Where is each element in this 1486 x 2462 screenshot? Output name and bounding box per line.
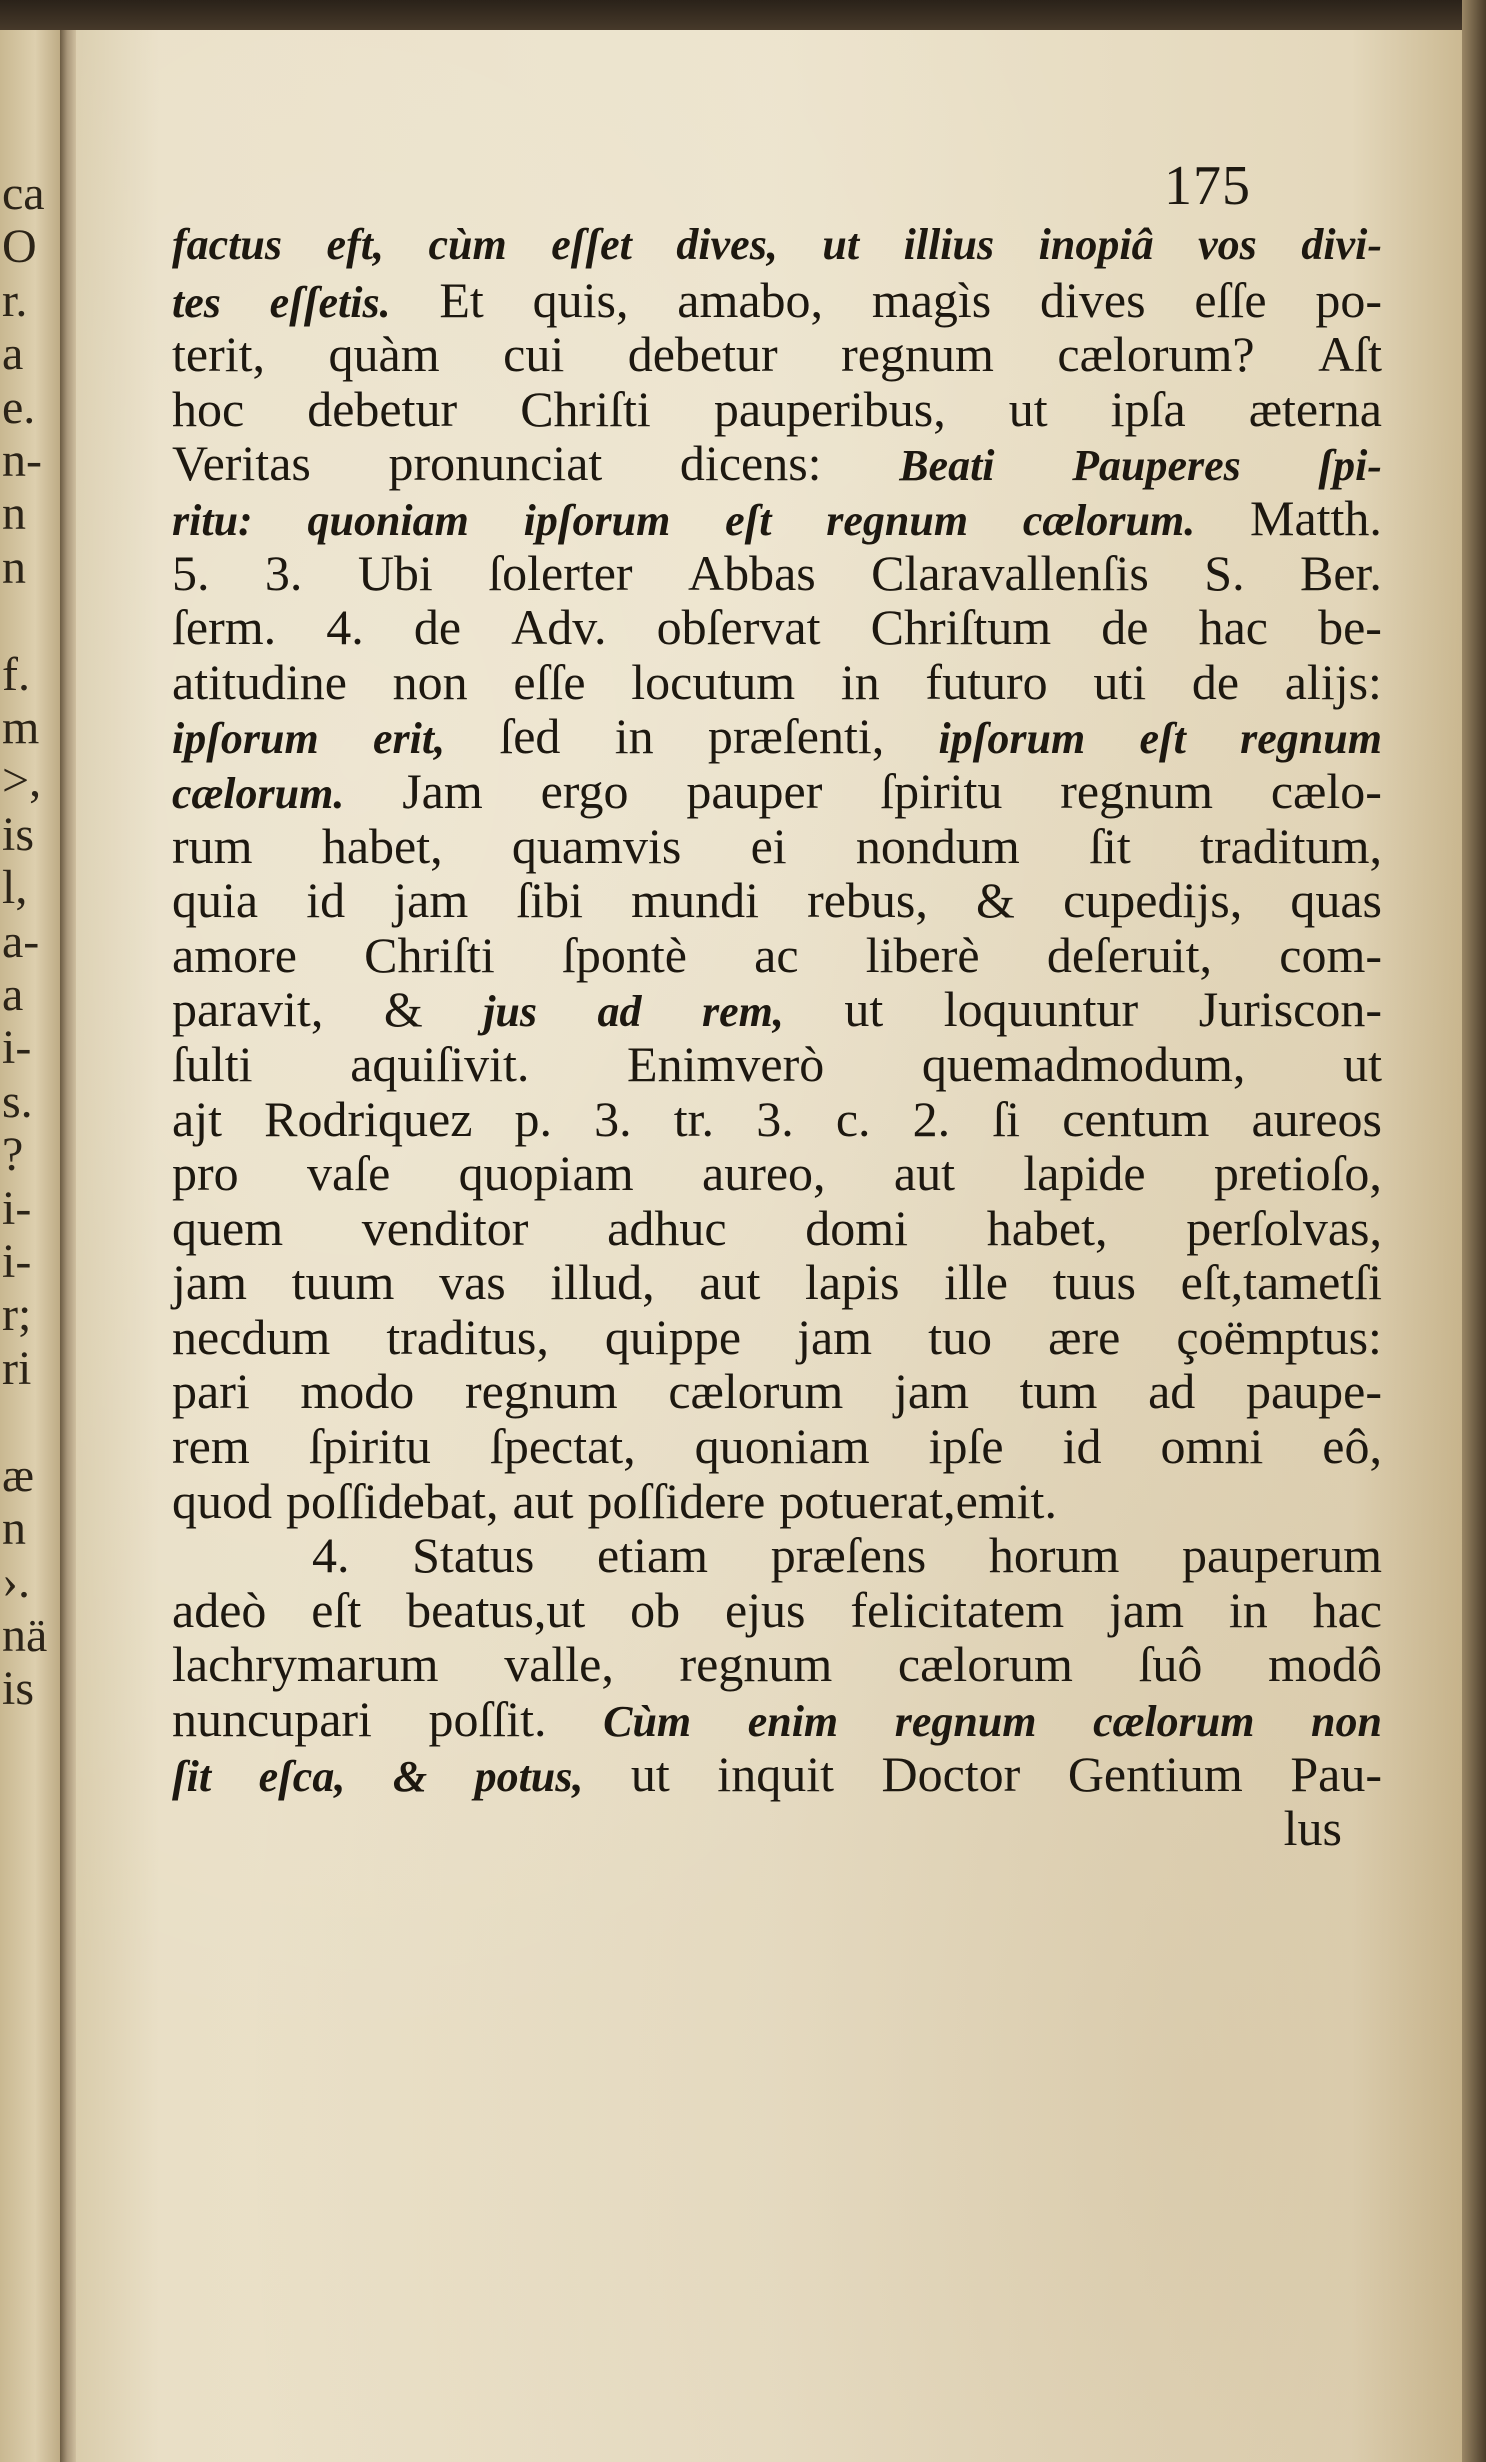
word: rem — [172, 1418, 250, 1475]
word: jam — [172, 1254, 247, 1311]
word: magìs — [871, 271, 992, 328]
word: ut — [844, 981, 884, 1038]
word: dicens: — [679, 435, 822, 492]
word: potuerat,emit. — [779, 1472, 1057, 1529]
text-line — [172, 928, 1382, 983]
word: cælorum — [668, 1363, 844, 1420]
word: Chriſti — [364, 926, 495, 983]
word: cui — [503, 326, 565, 383]
word: ſpiritu — [880, 762, 1003, 819]
text-line — [172, 1201, 1382, 1256]
word: regnum — [1060, 762, 1213, 819]
word: eſſetis. — [269, 277, 391, 327]
word: uti — [1093, 653, 1147, 710]
word: hoc — [172, 380, 245, 437]
word: non — [392, 653, 468, 710]
word: amore — [172, 926, 297, 983]
word: quamvis — [511, 817, 682, 874]
word: ipſorum — [172, 714, 319, 764]
text-line — [172, 819, 1382, 874]
word: quod — [172, 1472, 272, 1529]
word: eſt — [311, 1581, 362, 1638]
word: c. — [835, 1090, 871, 1147]
word: omni — [1160, 1418, 1264, 1475]
word: hac — [1312, 1581, 1382, 1638]
text-line — [172, 327, 1382, 382]
word: divi- — [1301, 220, 1382, 269]
word: aut — [893, 1145, 955, 1202]
prev-page-fragment: m — [2, 704, 40, 752]
prev-page-fragment: æ — [2, 1451, 35, 1500]
word: in — [614, 708, 654, 765]
word: ipſa — [1110, 380, 1186, 437]
word: cælorum — [897, 1636, 1073, 1693]
word: etiam — [597, 1527, 709, 1584]
word: pauper — [686, 762, 823, 819]
prev-page-fragment: s. — [2, 1077, 33, 1126]
word: 3. — [594, 1090, 632, 1147]
word: cælorum? — [1057, 326, 1255, 383]
word: eſt — [725, 495, 772, 545]
word: quoniam — [694, 1418, 870, 1475]
word: perſolvas, — [1186, 1199, 1382, 1256]
text-line — [172, 655, 1382, 710]
prev-page-fragment: a- — [2, 917, 40, 966]
word: poſſidebat, — [286, 1472, 499, 1529]
word: 3. — [264, 544, 303, 601]
word: atitudine — [172, 653, 347, 710]
word: regnum — [679, 1636, 833, 1693]
text-line — [172, 873, 1382, 928]
book-top-edge — [0, 0, 1486, 34]
word: ut — [1343, 1035, 1382, 1092]
word: ſpiritu — [308, 1418, 431, 1475]
prev-page-fragment: i- — [2, 1238, 32, 1286]
catchword — [172, 1801, 1382, 1856]
word: deſeruit, — [1046, 926, 1213, 983]
word: Chriſti — [520, 380, 651, 437]
word: jam — [797, 1308, 873, 1365]
word: nondum — [855, 817, 1020, 874]
text-line — [172, 546, 1382, 601]
word: ob — [630, 1581, 681, 1638]
word: rebus, — [807, 872, 928, 929]
word: ipſe — [928, 1418, 1004, 1475]
word: illud, — [550, 1254, 655, 1311]
word: pronunciat — [388, 435, 603, 492]
word: 2. — [912, 1090, 951, 1147]
word: hac — [1198, 599, 1268, 656]
word: aquiſivit. — [350, 1035, 530, 1092]
word: centum — [1062, 1090, 1210, 1147]
word: Veritas — [172, 435, 311, 492]
word: pauperum — [1182, 1527, 1382, 1584]
word: loquuntur — [943, 981, 1139, 1038]
text-line — [172, 600, 1382, 655]
word: eſſe — [1194, 271, 1267, 328]
word: habet, — [986, 1199, 1108, 1256]
word: cupedijs, — [1063, 872, 1243, 929]
word: Aſt — [1318, 326, 1382, 383]
word: pauperibus, — [713, 380, 946, 437]
word: de — [413, 599, 462, 656]
word: paravit, — [172, 981, 324, 1038]
word: modô — [1268, 1636, 1382, 1693]
word: amabo, — [677, 271, 824, 328]
word: cælo- — [1270, 762, 1382, 819]
word: & — [392, 1751, 428, 1801]
word: ſit — [1089, 817, 1131, 874]
word: eſca, — [258, 1751, 346, 1801]
text-line — [172, 491, 1382, 546]
word: dives, — [676, 220, 778, 269]
word: ſpi- — [1318, 441, 1382, 491]
page-number: 175 — [1164, 155, 1251, 217]
text-line — [172, 1146, 1382, 1201]
word: modo — [300, 1363, 415, 1420]
word: regnum — [841, 326, 994, 383]
prev-page-fragment: n- — [2, 437, 42, 485]
word: Pauperes — [1072, 441, 1241, 491]
word: Ubi — [357, 544, 433, 601]
word: aut — [699, 1254, 761, 1311]
text-line — [172, 982, 1382, 1037]
prev-page-fragment: is — [2, 1665, 35, 1714]
word: rem, — [702, 987, 784, 1037]
prev-page-fragment: ›. — [2, 1558, 30, 1607]
word: ei — [750, 817, 787, 874]
prev-page-fragment: a — [2, 330, 24, 379]
word: quoniam — [307, 495, 469, 545]
word: ad — [597, 987, 642, 1037]
word: ſerm. — [172, 599, 277, 656]
prev-page-fragment: r; — [2, 1291, 32, 1340]
word: ſi — [992, 1090, 1021, 1147]
prev-page-fragment: n — [2, 490, 26, 539]
text-line — [172, 1037, 1382, 1092]
word: ad — [1148, 1363, 1196, 1420]
text-line — [172, 1364, 1382, 1419]
word: lapide — [1023, 1145, 1146, 1202]
prev-page-fragment: ? — [2, 1131, 24, 1180]
word: de — [1191, 653, 1240, 710]
word: Matth. — [1249, 489, 1382, 546]
word: eſt — [1139, 714, 1186, 764]
word: regnum — [894, 1697, 1037, 1747]
word: jam — [393, 872, 469, 929]
word: Gentium — [1067, 1745, 1243, 1802]
word: venditor — [361, 1199, 529, 1256]
text-line — [172, 436, 1382, 491]
word: 3. — [756, 1090, 794, 1147]
word: traditum, — [1200, 817, 1382, 874]
word: ejus — [724, 1581, 806, 1638]
word: tuus — [1052, 1254, 1136, 1311]
word: quem — [172, 1199, 284, 1256]
word: potus, — [474, 1751, 584, 1801]
text-line — [172, 1255, 1382, 1310]
word: jam — [1109, 1581, 1184, 1638]
word: ut — [1008, 380, 1048, 437]
word: Beati — [899, 441, 995, 491]
word: çoëmptus: — [1176, 1308, 1382, 1365]
word: ſuô — [1138, 1636, 1203, 1693]
word: com- — [1279, 926, 1382, 983]
prev-page-fragment: O — [2, 223, 37, 272]
book-page — [76, 30, 1462, 2462]
word: quàm — [328, 326, 440, 383]
word: aut — [512, 1472, 574, 1529]
word: eſſe — [513, 653, 586, 710]
word: nuncupari — [172, 1691, 372, 1748]
word: Cùm — [603, 1697, 692, 1747]
word: poſſit. — [428, 1691, 547, 1748]
prev-page-fragment: nä — [2, 1611, 48, 1660]
word: liberè — [865, 926, 980, 983]
word: lachrymarum — [172, 1636, 439, 1693]
word: ut — [630, 1745, 670, 1802]
word: regnum — [826, 495, 969, 545]
word: Adv. — [511, 599, 607, 656]
word: ut — [822, 220, 860, 269]
word: enim — [747, 1697, 839, 1747]
prev-page-fragment: r. — [2, 276, 28, 325]
word: pari — [172, 1363, 250, 1420]
word: cælorum. — [172, 768, 345, 818]
word: paupe- — [1245, 1363, 1382, 1420]
word: Pau- — [1290, 1745, 1382, 1802]
word: ſolerter — [488, 544, 633, 601]
word: habet, — [321, 817, 443, 874]
word: non — [1310, 1697, 1382, 1747]
prev-page-fragment: l, — [2, 864, 28, 913]
word: inquit — [717, 1745, 834, 1802]
word: adhuc — [607, 1199, 727, 1256]
word: Abbas — [688, 544, 816, 601]
word: inopiâ — [1038, 220, 1154, 269]
text-line — [172, 1692, 1382, 1747]
word: quopiam — [458, 1145, 634, 1202]
word: tes — [172, 277, 221, 327]
word: eô, — [1322, 1418, 1382, 1475]
word: eft, — [326, 220, 384, 269]
word: rum — [172, 817, 253, 874]
word: tuum — [291, 1254, 395, 1311]
word: be- — [1318, 599, 1382, 656]
text-line — [172, 1310, 1382, 1365]
book-right-edge — [1462, 0, 1486, 2462]
word: felicitatem — [850, 1581, 1065, 1638]
text-line — [172, 1637, 1382, 1692]
word: Ber. — [1299, 544, 1382, 601]
word: horum — [988, 1527, 1120, 1584]
text-line — [172, 764, 1382, 819]
word: S. — [1204, 544, 1245, 601]
word: Rodriquez — [264, 1090, 473, 1147]
word: vaſe — [307, 1145, 391, 1202]
word: tum — [1019, 1363, 1098, 1420]
word: debetur — [627, 326, 778, 383]
word: beatus,ut — [406, 1581, 586, 1638]
word: locutum — [631, 653, 796, 710]
word: necdum — [172, 1308, 331, 1365]
text-line — [172, 218, 1382, 273]
word: Juriscon- — [1198, 981, 1382, 1038]
word: domi — [805, 1199, 909, 1256]
word: ſit — [172, 1751, 212, 1801]
word: ille — [944, 1254, 1008, 1311]
word: & — [976, 872, 1015, 929]
prev-page-fragment: f. — [2, 650, 30, 699]
word: eſſet — [551, 220, 632, 269]
prev-page-fragment: is — [2, 810, 35, 859]
text-line — [172, 273, 1382, 328]
word: illius — [903, 220, 995, 269]
prev-page-fragment: i- — [2, 1024, 32, 1073]
text-line — [172, 1528, 1382, 1583]
word: ipſorum — [523, 495, 671, 545]
text-line — [172, 1419, 1382, 1474]
word: ſibi — [516, 872, 584, 929]
word: ſulti — [172, 1035, 253, 1092]
word: dives — [1040, 271, 1146, 328]
previous-page-margin — [0, 30, 64, 2462]
word: quippe — [604, 1308, 742, 1365]
word: ritu: — [172, 495, 253, 545]
text-line — [172, 382, 1382, 437]
word: ac — [754, 926, 799, 983]
word: jam — [893, 1363, 969, 1420]
word: Et — [439, 271, 484, 328]
word: 4. — [326, 599, 364, 656]
word: id — [306, 872, 346, 929]
word: poſſidere — [587, 1472, 766, 1529]
text-line — [172, 1092, 1382, 1147]
word: factus — [172, 220, 282, 269]
word: traditus, — [386, 1308, 549, 1365]
prev-page-fragment: a — [2, 971, 24, 1019]
word: ajt — [172, 1090, 222, 1147]
word: id — [1062, 1418, 1102, 1475]
word: regnum — [1240, 714, 1382, 764]
word: p. — [514, 1090, 553, 1147]
word: cùm — [428, 220, 507, 269]
word: Status — [412, 1527, 535, 1584]
word: in — [1228, 1581, 1268, 1638]
word: eſt,tametſi — [1180, 1254, 1382, 1311]
word: vas — [439, 1254, 506, 1311]
word: quis, — [532, 271, 629, 328]
prev-page-fragment: n — [2, 543, 26, 592]
word: ſed — [499, 708, 561, 765]
prev-page-fragment: ca — [2, 170, 45, 218]
word: Doctor — [881, 1745, 1021, 1802]
word: in — [840, 653, 880, 710]
word: ſpontè — [561, 926, 687, 983]
word: tr. — [673, 1090, 715, 1147]
prev-page-fragment: >, — [2, 757, 42, 806]
word: tuo — [928, 1308, 993, 1365]
word: adeò — [172, 1581, 267, 1638]
word: obſervat — [656, 599, 821, 656]
word: pro — [172, 1145, 239, 1202]
prev-page-fragment: n — [2, 1505, 26, 1553]
word: quas — [1290, 872, 1382, 929]
word: cælorum — [1093, 1697, 1255, 1747]
word: de — [1101, 599, 1149, 656]
word: ipſorum — [938, 714, 1086, 764]
prev-page-fragment: e. — [2, 383, 36, 432]
word: cælorum. — [1022, 495, 1196, 545]
word: aureos — [1251, 1090, 1382, 1147]
word: ære — [1048, 1308, 1121, 1365]
word: mundi — [631, 872, 759, 929]
word: Enimverò — [627, 1035, 825, 1092]
text-line — [172, 1474, 1382, 1529]
word: alijs: — [1284, 653, 1382, 710]
word: aureo, — [702, 1145, 826, 1202]
word: Jam — [402, 762, 483, 819]
word: vos — [1198, 220, 1257, 269]
word: quia — [172, 872, 259, 929]
word: Chriſtum — [870, 599, 1052, 656]
word: pretioſo, — [1213, 1145, 1382, 1202]
word: & — [383, 981, 423, 1038]
word: lus — [1283, 1800, 1342, 1857]
word: terit, — [172, 326, 266, 383]
word: quemadmodum, — [921, 1035, 1246, 1092]
word: erit, — [372, 714, 446, 764]
word: ſpectat, — [489, 1418, 636, 1475]
word: regnum — [464, 1363, 618, 1420]
prev-page-fragment: i- — [2, 1184, 32, 1233]
text-line — [172, 709, 1382, 764]
word: futuro — [925, 653, 1048, 710]
word: 4. — [312, 1527, 350, 1584]
word: æterna — [1248, 380, 1382, 437]
word: Claravallenſis — [871, 544, 1149, 601]
word: jus — [483, 987, 538, 1037]
word: 5. — [172, 544, 210, 601]
word: valle, — [504, 1636, 614, 1693]
word: lapis — [805, 1254, 900, 1311]
text-line — [172, 1583, 1382, 1638]
word: præſenti, — [707, 708, 885, 765]
body-text — [172, 218, 1382, 1856]
prev-page-fragment: ri — [2, 1344, 32, 1393]
word: po- — [1315, 271, 1382, 328]
word: debetur — [307, 380, 458, 437]
word: præſens — [770, 1527, 927, 1584]
text-line — [172, 1747, 1382, 1802]
word: ergo — [540, 762, 629, 819]
